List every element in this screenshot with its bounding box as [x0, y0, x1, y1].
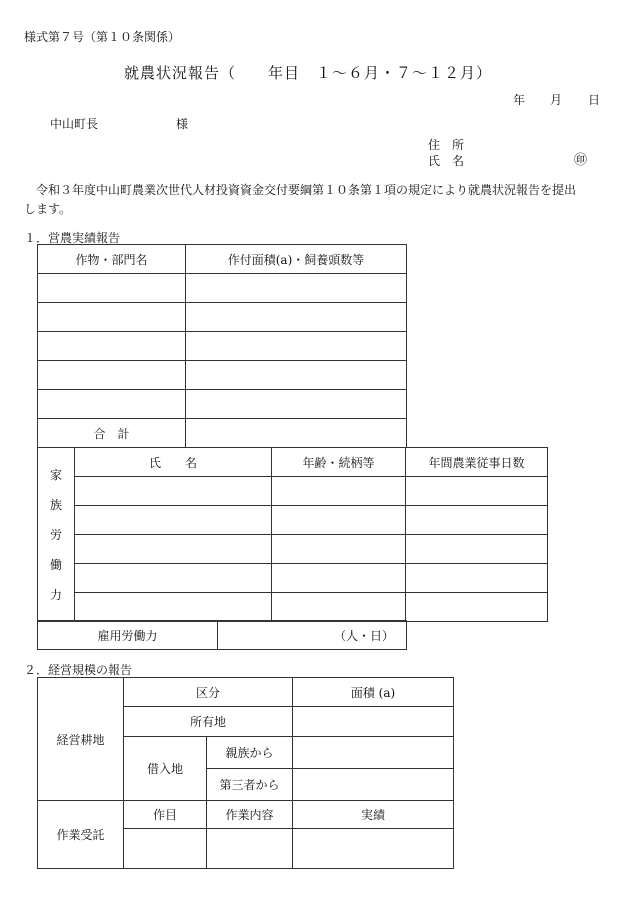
- contract-label: 作業受託: [38, 801, 124, 869]
- crop-table: [37, 244, 407, 448]
- family-char: 家: [49, 467, 62, 482]
- crop-cell[interactable]: [38, 274, 186, 303]
- age-cell[interactable]: [272, 477, 406, 506]
- family-labor-table: [37, 447, 548, 622]
- intro-line-1: 令和３年度中山町農業次世代人材投資資金交付要綱第１０条第１項の規定により就農状況報告を提出: [24, 183, 577, 197]
- contract-crop-cell[interactable]: [124, 829, 207, 869]
- hired-labor-table: [37, 620, 407, 650]
- col-area-header: 作付面積(a)・飼養頭数等: [186, 245, 407, 274]
- name-label: 氏 名: [428, 154, 465, 168]
- family-char: 力: [49, 587, 62, 602]
- name-cell[interactable]: [75, 564, 272, 593]
- crop-cell[interactable]: [38, 390, 186, 419]
- from-family-label: 親族から: [207, 737, 293, 769]
- days-cell[interactable]: [406, 564, 548, 593]
- table-row: [38, 477, 548, 506]
- table-row: [38, 564, 548, 593]
- days-cell[interactable]: [406, 477, 548, 506]
- area-cell[interactable]: [186, 274, 407, 303]
- from-family-area-cell[interactable]: [293, 737, 454, 769]
- table-row: [38, 274, 407, 303]
- area-cell[interactable]: [186, 361, 407, 390]
- col-age-header: 年齢・続柄等: [272, 448, 406, 477]
- table-row: [38, 303, 407, 332]
- age-cell[interactable]: [272, 564, 406, 593]
- result-header: 実績: [293, 801, 454, 829]
- from-third-label: 第三者から: [207, 769, 293, 801]
- table-row: [38, 332, 407, 361]
- name-cell[interactable]: [75, 506, 272, 535]
- days-cell[interactable]: [406, 506, 548, 535]
- crop-cell[interactable]: [38, 361, 186, 390]
- contract-work-cell[interactable]: [207, 829, 293, 869]
- family-labor-label: [38, 448, 75, 622]
- name-cell[interactable]: [75, 593, 272, 622]
- date-year: 年: [513, 93, 526, 107]
- addressee: 中山町長: [50, 117, 99, 131]
- leased-label: 借入地: [124, 737, 207, 801]
- total-cell[interactable]: [186, 419, 407, 448]
- days-cell[interactable]: [406, 593, 548, 622]
- total-label: 合 計: [38, 419, 186, 448]
- family-char: 働: [49, 557, 62, 572]
- table-row: [38, 361, 407, 390]
- table-row: [38, 506, 548, 535]
- honorific: 様: [176, 117, 189, 131]
- table-row: [38, 390, 407, 419]
- col-days-header: 年間農業従事日数: [406, 448, 548, 477]
- area-cell[interactable]: [186, 390, 407, 419]
- age-cell[interactable]: [272, 506, 406, 535]
- hired-labor-label: 雇用労働力: [38, 621, 218, 650]
- land-label: 経営耕地: [38, 678, 124, 801]
- col-crop-header: 作物・部門名: [38, 245, 186, 274]
- hired-labor-unit[interactable]: （人・日）: [218, 621, 407, 650]
- intro-line-2: します。: [24, 202, 72, 216]
- area-cell[interactable]: [186, 303, 407, 332]
- table-row: [38, 593, 548, 622]
- crop-cell[interactable]: [38, 332, 186, 361]
- family-char: 族: [49, 497, 62, 512]
- age-cell[interactable]: [272, 535, 406, 564]
- owned-area-cell[interactable]: [293, 707, 454, 737]
- section-1-heading: １．営農実績報告: [24, 231, 121, 245]
- owned-label: 所有地: [124, 707, 293, 737]
- date-day: 日: [588, 93, 601, 107]
- crop-cell[interactable]: [38, 303, 186, 332]
- date-month: 月: [550, 93, 563, 107]
- col-name-header: 氏 名: [75, 448, 272, 477]
- farm-scale-table: [37, 677, 454, 869]
- address-label: 住 所: [428, 138, 465, 152]
- document-title: 就農状況報告（ 年目 １～６月・７～１２月）: [124, 64, 493, 82]
- days-cell[interactable]: [406, 535, 548, 564]
- section-2-heading: ２．経営規模の報告: [24, 663, 133, 677]
- from-third-area-cell[interactable]: [293, 769, 454, 801]
- kubun-header: 区分: [124, 678, 293, 707]
- contract-result-cell[interactable]: [293, 829, 454, 869]
- seal-icon: ㊞: [574, 153, 588, 168]
- table-row: [38, 535, 548, 564]
- area-header: 面積 (a): [293, 678, 454, 707]
- form-number: 様式第７号（第１０条関係）: [24, 30, 181, 44]
- age-cell[interactable]: [272, 593, 406, 622]
- work-header: 作業内容: [207, 801, 293, 829]
- name-cell[interactable]: [75, 535, 272, 564]
- name-cell[interactable]: [75, 477, 272, 506]
- area-cell[interactable]: [186, 332, 407, 361]
- crop-header: 作目: [124, 801, 207, 829]
- family-char: 労: [49, 527, 62, 542]
